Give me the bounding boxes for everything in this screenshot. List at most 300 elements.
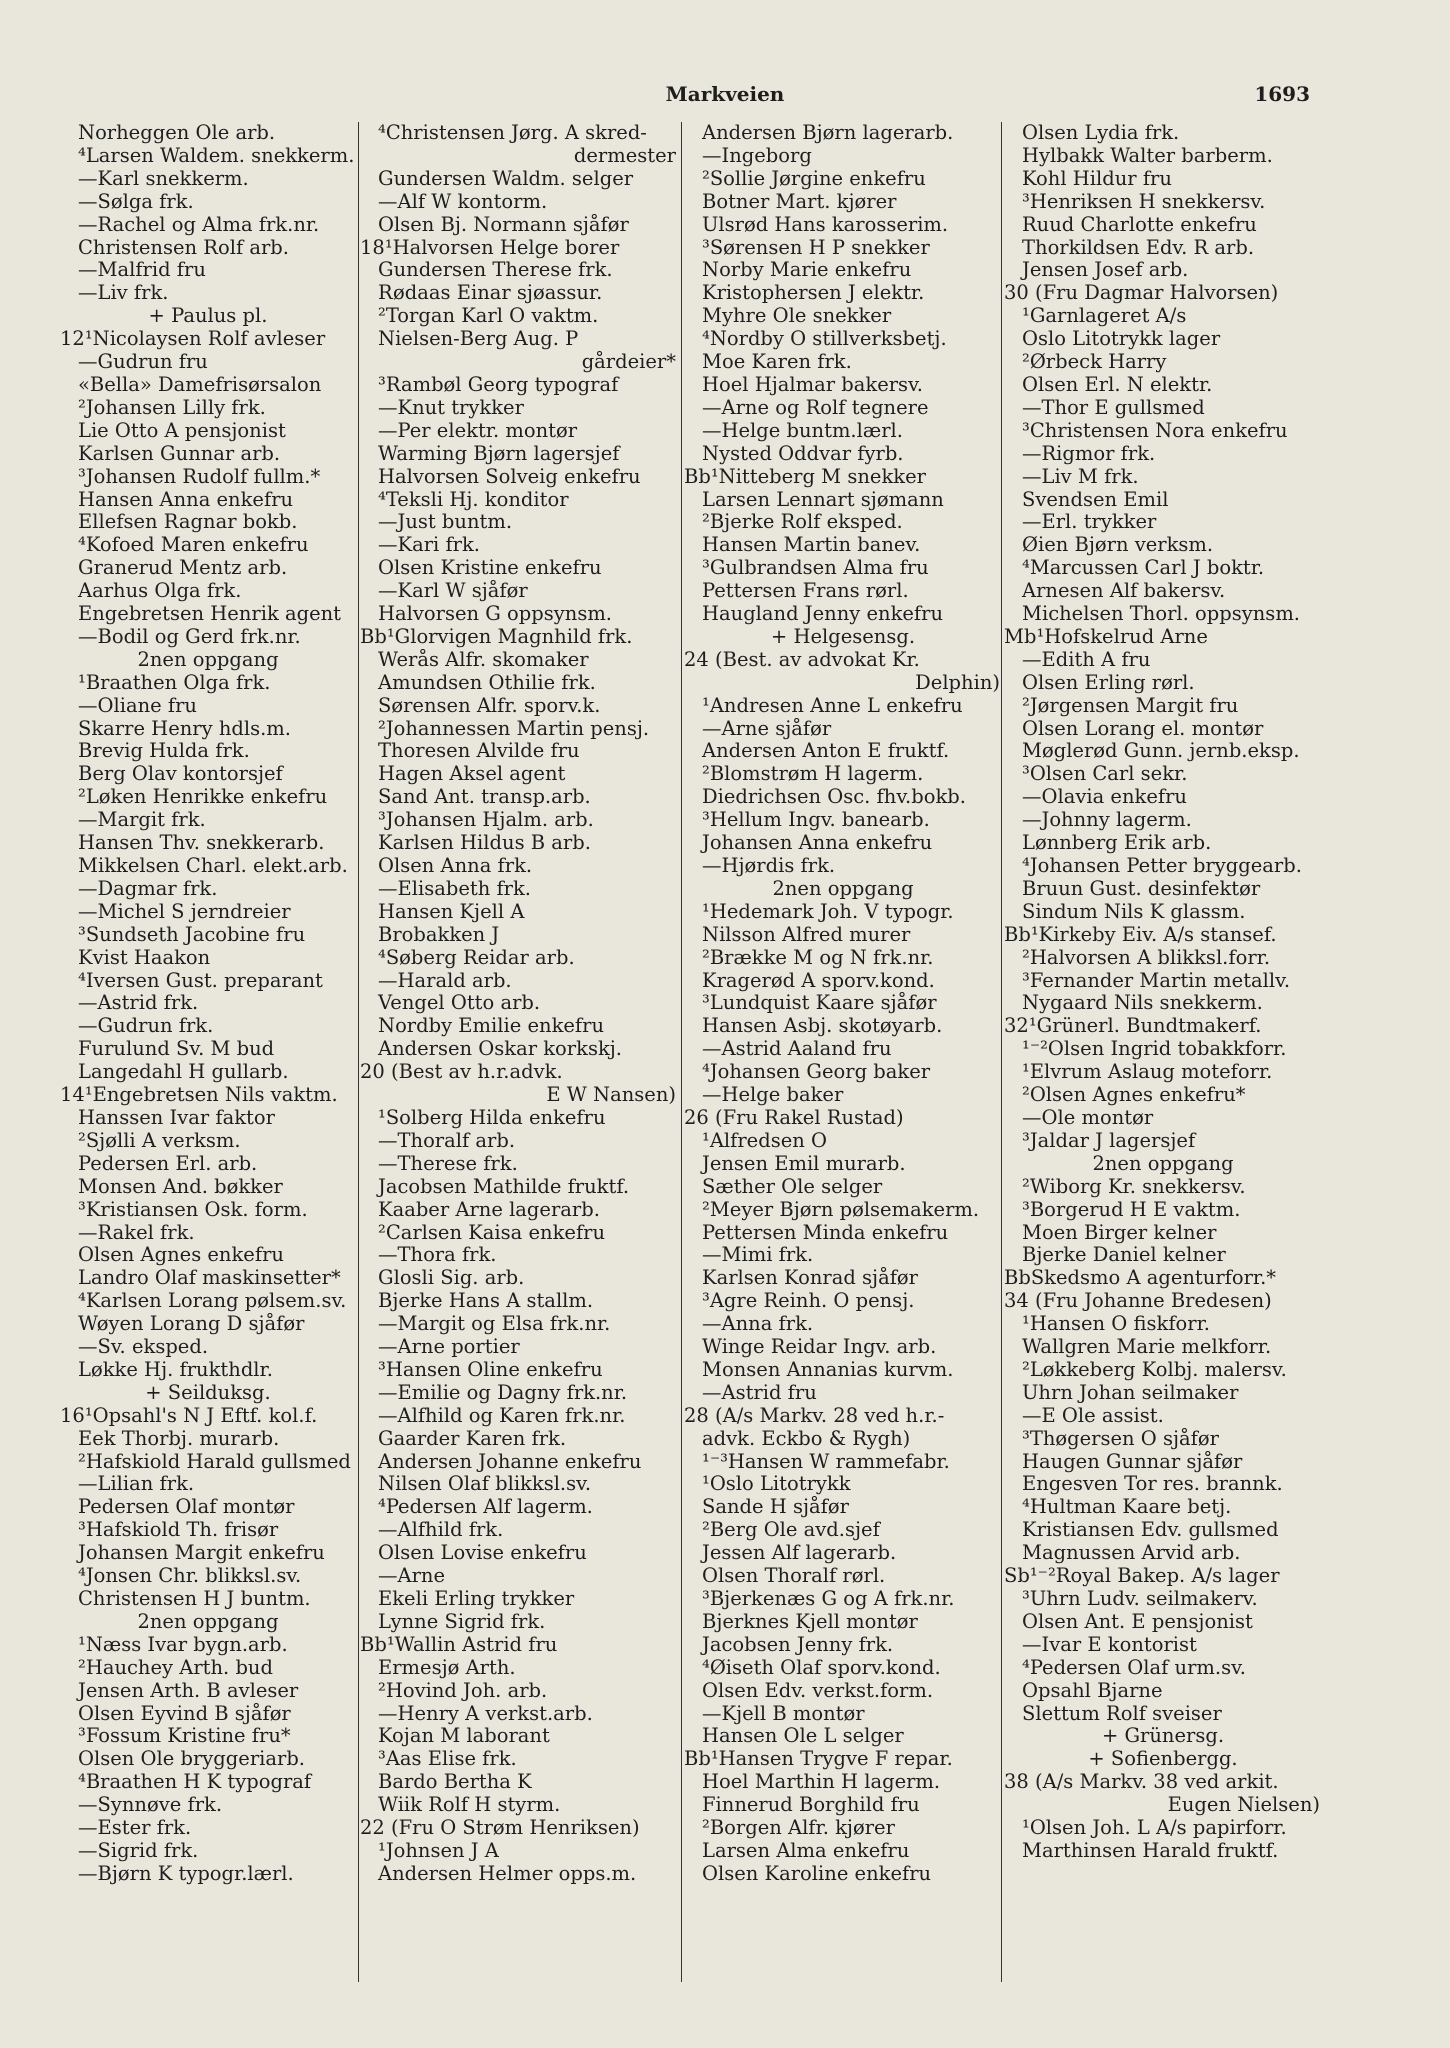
directory-entry: Bb¹Glorvigen Magnhild frk. [360,625,633,648]
directory-entry: —Bjørn K typogr.lærl. [78,1862,294,1885]
directory-entry: Sæther Ole selger [702,1175,883,1198]
directory-entry: —Gudrun frk. [78,1015,214,1038]
directory-entry: —Helge buntm.lærl. [702,419,903,442]
directory-entry: —Johnny lagerm. [1022,809,1192,832]
section-heading: 2nen oppgang [772,877,914,900]
directory-entry: ⁴Nordby O stillverksbetj. [702,328,947,351]
directory-entry: —Hjørdis frk. [702,855,836,877]
directory-entry: ³Hansen Oline enkefru [378,1358,603,1381]
directory-entry: Monsen And. bøkker [78,1175,283,1198]
directory-entry: Jessen Alf lagerarb. [702,1542,897,1565]
section-heading: + Seilduksg. [145,1381,271,1404]
directory-entry: Haugen Gunnar sjåfør [1022,1450,1243,1473]
directory-entry: Bjerke Hans A stallm. [378,1290,594,1313]
directory-entry: advk. Eckbo & Rygh) [702,1427,911,1450]
directory-entry: Olsen Erl. N elektr. [1022,373,1213,396]
directory-entry: Hansen Anna enkefru [78,488,294,511]
directory-entry: —Alf W kontorm. [378,190,548,213]
directory-entry: ²Sollie Jørgine enkefru [702,167,926,190]
directory-entry: Wallgren Marie melkforr. [1022,1336,1272,1359]
directory-entry: Olsen Erling rørl. [1022,671,1195,694]
directory-entry: Brevig Hulda frk. [78,740,250,763]
directory-entry: Pettersen Frans rørl. [702,580,909,603]
directory-entry: ³Henriksen H snekkersv. [1022,190,1266,213]
directory-entry: Halvorsen G oppsynsm. [378,603,613,626]
directory-entry: ²Borgen Alfr. kjører [702,1817,895,1840]
directory-entry: —Alfhild og Karen frk.nr. [378,1404,626,1427]
directory-entry: —Arne sjåfør [702,717,832,740]
directory-entry: —Dagmar frk. [78,877,218,900]
directory-entry: Olsen Bj. Normann sjåfør [378,213,629,236]
section-heading: + Helgesensg. [770,625,916,648]
directory-entry: Brobakken J [378,923,500,946]
directory-entry: —Michel S jerndreier [78,900,291,923]
directory-entry: Bb¹Wallin Astrid fru [360,1633,558,1656]
directory-entry: ⁴Johansen Petter bryggearb. [1022,855,1302,877]
directory-entry: —Knut trykker [378,396,524,419]
directory-entry: ³Jaldar J lagersjef [1022,1129,1196,1152]
directory-entry: ²Brække M og N frk.nr. [702,946,934,969]
directory-entry: ⁴Larsen Waldem. snekkerm. [78,144,355,167]
directory-entry: 16¹Opsahl's N J Eftf. kol.f. [60,1404,318,1427]
directory-entry: Gundersen Therese frk. [378,259,613,282]
directory-entry: ⁴Teksli Hj. konditor [378,488,569,511]
directory-entry: ³Hafskiold Th. frisør [78,1519,279,1542]
directory-entry: ³Olsen Carl sekr. [1022,763,1188,786]
directory-entry: Wiik Rolf H styrm. [378,1794,561,1817]
directory-entry: Nielsen-Berg Aug. P [378,328,579,351]
directory-entry: Sand Ant. transp.arb. [378,786,591,809]
directory-entry: ¹Alfredsen O [702,1129,827,1152]
directory-entry: —Synnøve frk. [78,1794,223,1817]
directory-entry: Svendsen Emil [1022,488,1169,511]
directory-entry: Thoresen Alvilde fru [378,740,580,763]
directory-entry: Hagen Aksel agent [378,763,566,786]
directory-entry: —Thor E gullsmed [1022,396,1205,419]
directory-entry: Hansen Asbj. skotøyarb. [702,1015,943,1038]
directory-entry: Hansen Thv. snekkerarb. [78,832,325,855]
directory-entry: Karlsen Konrad sjåfør [702,1267,918,1290]
directory-entry: Hansen Martin banev. [702,534,921,557]
column-1 [60,122,356,1982]
directory-entry: Andersen Johanne enkefru [378,1450,642,1473]
directory-entry: Hylbakk Walter barberm. [1022,144,1273,167]
directory-entry: Ulsrød Hans karosserim. [702,213,949,236]
directory-entry: Mb¹Hofskelrud Arne [1004,625,1208,648]
directory-entry: ²Torgan Karl O vaktm. [378,305,599,328]
directory-entry: ³Sørensen H P snekker [702,236,930,259]
directory-entry: 14¹Engebretsen Nils vaktm. [60,1084,338,1107]
directory-entry: Werås Alfr. skomaker [378,648,589,671]
directory-entry: ⁴Pedersen Alf lagerm. [378,1496,593,1519]
directory-entry: Marthinsen Harald fruktf. [1022,1839,1279,1862]
directory-entry: Jacobsen Mathilde fruktf. [378,1175,630,1198]
directory-entry: Gaarder Karen frk. [378,1427,567,1450]
directory-entry: 34 (Fru Johanne Bredesen) [1004,1290,1272,1313]
directory-entry: E W Nansen) [546,1084,676,1107]
directory-entry: ²Carlsen Kaisa enkefru [378,1221,606,1244]
directory-entry: ¹Næss Ivar bygn.arb. [78,1633,288,1656]
directory-entry: —Ivar E kontorist [1022,1633,1197,1656]
directory-entry: dermester [573,144,676,167]
directory-entry: Sindum Nils K glassm. [1022,900,1246,923]
directory-entry: Halvorsen Solveig enkefru [378,465,641,488]
directory-entry: Ekeli Erling trykker [378,1588,575,1610]
directory-entry: ²Ørbeck Harry [1022,351,1167,374]
directory-entry: —Thoralf arb. [378,1129,516,1152]
directory-entry: ⁴Marcussen Carl J boktr. [1022,557,1265,580]
directory-entry: ²Løken Henrikke enkefru [78,786,328,809]
directory-entry: Norheggen Ole arb. [78,122,276,144]
directory-entry: —Alfhild frk. [378,1519,504,1542]
directory-entry: Olsen Ant. E pensjonist [1022,1610,1253,1633]
directory-entry: ²Hovind Joh. arb. [378,1679,548,1702]
directory-entry: Myhre Ole snekker [702,305,892,328]
directory-entry: Olsen Lorang el. montør [1022,717,1264,740]
directory-entry: ³Johansen Hjalm. arb. [378,809,594,832]
directory-entry: Johansen Anna enkefru [702,832,933,855]
directory-entry: Michelsen Thorl. oppsynsm. [1022,603,1301,626]
directory-entry: —Liv frk. [78,282,169,305]
directory-entry: Olsen Ole bryggeriarb. [78,1748,306,1771]
directory-entry: —Helge baker [702,1084,844,1107]
directory-entry: Hoel Marthin H lagerm. [702,1771,941,1794]
directory-columns [60,122,1320,1982]
column-divider [681,122,682,1982]
directory-entry: Furulund Sv. M bud [78,1038,275,1061]
directory-entry: ¹Solberg Hilda enkefru [378,1106,606,1129]
directory-entry: Lønnberg Erik arb. [1022,832,1212,855]
directory-entry: —Per elektr. montør [378,419,578,442]
section-heading: 2nen oppgang [137,1610,279,1633]
directory-entry: Øien Bjørn verksm. [1022,534,1214,557]
directory-entry: Aarhus Olga frk. [78,580,242,603]
directory-entry: —Just buntm. [378,511,513,534]
directory-entry: —Harald arb. [378,969,512,992]
directory-entry: Nygaard Nils snekkerm. [1022,992,1263,1015]
directory-entry: Pettersen Minda enkefru [702,1221,949,1244]
directory-entry: Nilsen Olaf blikksl.sv. [378,1473,592,1496]
directory-entry: —Elisabeth frk. [378,877,532,900]
directory-entry: Arnesen Alf bakersv. [1022,580,1226,603]
directory-entry: Hansen Kjell A [378,900,525,923]
directory-entry: Hoel Hjalmar bakersv. [702,373,923,396]
directory-entry: ²Jørgensen Margit fru [1022,694,1239,717]
directory-entry: Rødaas Einar sjøassur. [378,282,603,305]
directory-entry: ¹Oslo Litotrykk [702,1473,851,1496]
directory-entry: ⁴Johansen Georg baker [702,1061,931,1084]
directory-entry: ³Uhrn Ludv. seilmakerv. [1022,1588,1258,1610]
directory-entry: Olsen Anna frk. [378,855,533,877]
directory-entry: —Gudrun fru [78,351,208,374]
directory-entry: Christensen Rolf arb. [78,236,289,259]
directory-entry: —Therese frk. [378,1152,518,1175]
directory-entry: Hansen Ole L selger [702,1725,904,1748]
section-heading: + Paulus pl. [148,305,268,328]
directory-entry: Haugland Jenny enkefru [702,603,944,626]
directory-entry: Diedrichsen Osc. fhv.bokb. [702,786,966,809]
directory-entry: Hanssen Ivar faktor [78,1106,275,1129]
directory-entry: ⁴Søberg Reidar arb. [378,946,575,969]
directory-entry: Kohl Hildur fru [1022,167,1172,190]
directory-entry: Jacobsen Jenny frk. [702,1633,894,1656]
directory-entry: Kragerød A sporv.kond. [702,969,935,992]
directory-entry: Botner Mart. kjører [702,190,897,213]
directory-entry: —Liv M frk. [1022,465,1139,488]
directory-entry: —Arne [378,1565,446,1588]
directory-entry: Eek Thorbj. murarb. [78,1427,280,1450]
section-heading: + Sofienbergg. [1088,1748,1238,1771]
directory-entry: Ermesjø Arth. [378,1656,516,1679]
directory-entry: Landro Olaf maskinsetter* [78,1267,341,1290]
directory-entry: Oslo Litotrykk lager [1022,328,1221,351]
directory-entry: Glosli Sig. arb. [378,1267,525,1290]
directory-entry: Engesven Tor res. brannk. [1022,1473,1283,1496]
column-divider [358,122,359,1982]
directory-entry: ²Blomstrøm H lagerm. [702,763,924,786]
directory-entry: Karlsen Gunnar arb. [78,442,281,465]
directory-entry: —Oliane fru [78,694,197,717]
directory-entry: —Karl W sjåfør [378,580,528,603]
column-divider [1001,122,1002,1982]
directory-entry: Pedersen Erl. arb. [78,1152,258,1175]
directory-entry: Johansen Margit enkefru [78,1542,325,1565]
directory-entry: Olsen Edv. verkst.form. [702,1679,934,1702]
directory-entry: ²Johansen Lilly frk. [78,396,266,419]
directory-entry: «Bella» Damefrisørsalon [78,373,322,396]
section-heading: 2nen oppgang [1092,1152,1234,1175]
directory-entry: ³Christensen Nora enkefru [1022,419,1288,442]
directory-entry: Wøyen Lorang D sjåfør [78,1313,305,1336]
directory-entry: —Sv. eksped. [78,1336,209,1359]
directory-entry: Bruun Gust. desinfektør [1022,877,1261,900]
section-heading: 2nen oppgang [137,648,279,671]
directory-entry: gårdeier* [581,351,676,374]
directory-entry: Lie Otto A pensjonist [78,419,286,442]
directory-entry: Kvist Haakon [78,946,211,969]
directory-entry: ⁴Hultman Kaare betj. [1022,1496,1232,1519]
directory-entry: ²Berg Ole avd.sjef [702,1519,880,1542]
directory-entry: ²Wiborg Kr. snekkersv. [1022,1175,1246,1198]
directory-entry: ³Sundseth Jacobine fru [78,923,306,946]
directory-entry: Olsen Lovise enkefru [378,1542,587,1565]
directory-entry: Norby Marie enkefru [702,259,912,282]
directory-entry: —Astrid Aaland fru [702,1038,892,1061]
directory-entry: —Rachel og Alma frk.nr. [78,213,320,236]
directory-entry: Delphin) [915,671,1000,694]
directory-entry: ⁴Braathen H K typograf [78,1771,312,1794]
directory-entry: —Arne portier [378,1336,520,1359]
directory-entry: —Ole montør [1022,1106,1154,1129]
directory-entry: Ruud Charlotte enkefru [1022,213,1257,236]
directory-entry: Granerud Mentz arb. [78,557,288,580]
directory-entry: Langedahl H gullarb. [78,1061,289,1084]
directory-entry: ¹Hansen O fiskforr. [1022,1313,1210,1336]
page-header [0,82,1450,112]
directory-entry: —Margit frk. [78,809,206,832]
directory-entry: Lynne Sigrid frk. [378,1610,546,1633]
directory-entry: ²Bjerke Rolf eksped. [702,511,903,534]
directory-entry: —Sølga frk. [78,190,194,213]
directory-entry: ¹Braathen Olga frk. [78,671,271,694]
directory-entry: Jensen Arth. B avleser [78,1679,299,1702]
directory-entry: ⁴Iversen Gust. preparant [78,969,323,992]
directory-entry: Løkke Hj. frukthdlr. [78,1358,273,1381]
directory-entry: Christensen H J buntm. [78,1588,311,1610]
directory-entry: ²Hafskiold Harald gullsmed [78,1450,351,1473]
directory-entry: —Lilian frk. [78,1473,195,1496]
directory-entry: Pedersen Olaf montør [78,1496,295,1519]
directory-entry: —Astrid fru [702,1381,817,1404]
directory-entry: ¹Elvrum Aslaug moteforr. [1022,1061,1273,1084]
directory-entry: —Rakel frk. [78,1221,195,1244]
directory-entry: —Henry A verkst.arb. [378,1702,593,1725]
directory-entry: Finnerud Borghild fru [702,1794,920,1817]
directory-entry: Kaaber Arne lagerarb. [378,1198,600,1221]
directory-entry: Bardo Bertha K [378,1771,532,1794]
directory-entry: ¹Olsen Joh. L A/s papirforr. [1022,1817,1287,1840]
directory-entry: Magnussen Arvid arb. [1022,1542,1241,1565]
column-2 [360,122,678,1982]
section-heading: + Grünersg. [1101,1725,1225,1748]
directory-entry: Engebretsen Henrik agent [78,603,342,626]
directory-entry: Amundsen Othilie frk. [378,671,596,694]
directory-entry: ²Sjølli A verksm. [78,1129,241,1152]
directory-entry: ³Bjerkenæs G og A frk.nr. [702,1588,955,1610]
directory-entry: —Astrid frk. [78,992,199,1015]
directory-entry: Kristophersen J elektr. [702,282,925,305]
directory-entry: —Ester frk. [78,1817,192,1840]
directory-entry: 12¹Nicolaysen Rolf avleser [60,328,326,351]
directory-entry: Olsen Karoline enkefru [702,1862,932,1885]
directory-entry: ²Halvorsen A blikksl.forr. [1022,946,1271,969]
directory-entry: Sørensen Alfr. sporv.k. [378,694,601,717]
directory-entry: —Margit og Elsa frk.nr. [378,1313,611,1336]
directory-entry: Olsen Kristine enkefru [378,557,602,580]
directory-entry: BbSkedsmo A agenturforr.* [1004,1267,1277,1290]
directory-entry: ³Fernander Martin metallv. [1022,969,1291,992]
directory-entry: Warming Bjørn lagersjef [378,442,620,465]
directory-entry: Opsahl Bjarne [1022,1679,1163,1702]
directory-entry: ³Fossum Kristine fru* [78,1725,291,1748]
directory-entry: Møglerød Gunn. jernb.eksp. [1022,740,1300,763]
directory-entry: 24 (Best. av advokat Kr. [684,648,920,671]
directory-entry: Andersen Bjørn lagerarb. [702,122,954,144]
directory-entry: Bb¹Hansen Trygve F repar. [684,1748,953,1771]
directory-entry: Jensen Emil murarb. [702,1152,906,1175]
directory-entry: ³Borgerud H E vaktm. [1022,1198,1241,1221]
directory-entry: ²Løkkeberg Kolbj. malersv. [1022,1358,1287,1381]
directory-entry: Olsen Agnes enkefru [78,1244,284,1267]
directory-entry: 26 (Fru Rakel Rustad) [684,1106,904,1129]
directory-entry: —Malfrid fru [78,259,206,282]
directory-entry: Uhrn Johan seilmaker [1022,1381,1239,1404]
directory-entry: —Emilie og Dagny frk.nr. [378,1381,628,1404]
column-3 [684,122,1002,1982]
directory-entry: ³Agre Reinh. O pensj. [702,1290,915,1313]
directory-entry: 38 (A/s Markv. 38 ved arkit. [1004,1771,1279,1794]
directory-entry: ¹⁻³Hansen W rammefabr. [702,1450,950,1473]
directory-entry: Thorkildsen Edv. R arb. [1022,236,1255,259]
directory-entry: —Kjell B montør [702,1702,865,1725]
directory-entry: ²Johannessen Martin pensj. [378,717,650,740]
directory-entry: Bb¹Nitteberg M snekker [684,465,926,488]
directory-entry: 22 (Fru O Strøm Henriksen) [360,1817,640,1840]
directory-entry: Bjerknes Kjell montør [702,1610,918,1633]
directory-entry: —Anna frk. [702,1313,814,1336]
directory-entry: Gundersen Waldm. selger [378,167,634,190]
directory-entry: —Sigrid frk. [78,1839,199,1862]
directory-entry: —Ingeborg [702,144,812,167]
directory-entry: 18¹Halvorsen Helge borer [360,236,620,259]
directory-entry: —Mimi frk. [702,1244,814,1267]
directory-entry: —Rigmor frk. [1022,442,1156,465]
directory-entry: Andersen Anton E fruktf. [702,740,950,763]
directory-entry: —Olavia enkefru [1022,786,1187,809]
directory-entry: —Bodil og Gerd frk.nr. [78,625,301,648]
directory-entry: ⁴Kofoed Maren enkefru [78,534,309,557]
directory-entry: ²Olsen Agnes enkefru* [1022,1084,1246,1107]
directory-entry: Sande H sjåfør [702,1496,849,1519]
page-number: 1693 [1254,82,1310,106]
directory-entry: ³Rambøl Georg typograf [378,373,619,396]
directory-entry: Karlsen Hildus B arb. [378,832,591,855]
directory-entry: Moe Karen frk. [702,351,852,374]
directory-entry: Vengel Otto arb. [378,992,541,1015]
directory-entry: ³Hellum Ingv. banearb. [702,809,930,832]
directory-entry: Larsen Alma enkefru [702,1839,910,1862]
directory-entry: Andersen Helmer opps.m. [378,1862,637,1885]
directory-entry: —Kari frk. [378,534,481,557]
directory-entry: Mikkelsen Charl. elekt.arb. [78,855,348,877]
directory-entry: —Thora frk. [378,1244,497,1267]
directory-entry: —Erl. trykker [1022,511,1157,534]
directory-entry: Olsen Thoralf rørl. [702,1565,886,1588]
directory-entry: —Karl snekkerm. [78,167,249,190]
directory-entry: Skarre Henry hdls.m. [78,717,291,740]
directory-entry: Nordby Emilie enkefru [378,1015,605,1038]
directory-entry: Monsen Annanias kurvm. [702,1358,954,1381]
directory-entry: ⁴Jonsen Chr. blikksl.sv. [78,1565,302,1588]
directory-entry: Larsen Lennart sjømann [702,488,944,511]
directory-entry: 20 (Best av h.r.advk. [360,1061,563,1084]
directory-entry: ¹⁻²Olsen Ingrid tobakkforr. [1022,1038,1287,1061]
directory-entry: ³Aas Elise frk. [378,1748,517,1771]
directory-entry: ⁴Karlsen Lorang pølsem.sv. [78,1290,347,1313]
directory-entry: Ellefsen Ragnar bokb. [78,511,298,534]
directory-entry: ⁴Pedersen Olaf urm.sv. [1022,1656,1246,1679]
directory-entry: Bb¹Kirkeby Eiv. A/s stansef. [1004,923,1277,946]
directory-entry: —E Ole assist. [1022,1404,1164,1427]
directory-entry: ³Lundquist Kaare sjåfør [702,992,937,1015]
directory-entry: Eugen Nielsen) [1167,1794,1320,1817]
directory-entry: 28 (A/s Markv. 28 ved h.r.- [684,1404,945,1427]
directory-entry: Olsen Eyvind B sjåfør [78,1702,291,1725]
column-4 [1004,122,1322,1982]
directory-entry: Nilsson Alfred murer [702,923,911,946]
directory-entry: Berg Olav kontorsjef [78,763,283,786]
street-heading: Markveien [665,82,785,106]
directory-entry: Winge Reidar Ingv. arb. [702,1336,937,1359]
directory-entry: Nysted Oddvar fyrb. [702,442,904,465]
directory-entry: ²Hauchey Arth. bud [78,1656,273,1679]
directory-entry: ²Meyer Bjørn pølsemakerm. [702,1198,980,1221]
directory-entry: Kristiansen Edv. gullsmed [1022,1519,1279,1542]
directory-entry: ⁴Øiseth Olaf sporv.kond. [702,1656,941,1679]
directory-entry: Andersen Oskar korkskj. [378,1038,623,1061]
directory-entry: 30 (Fru Dagmar Halvorsen) [1004,282,1279,305]
directory-entry: ¹Andresen Anne L enkefru [702,694,963,717]
